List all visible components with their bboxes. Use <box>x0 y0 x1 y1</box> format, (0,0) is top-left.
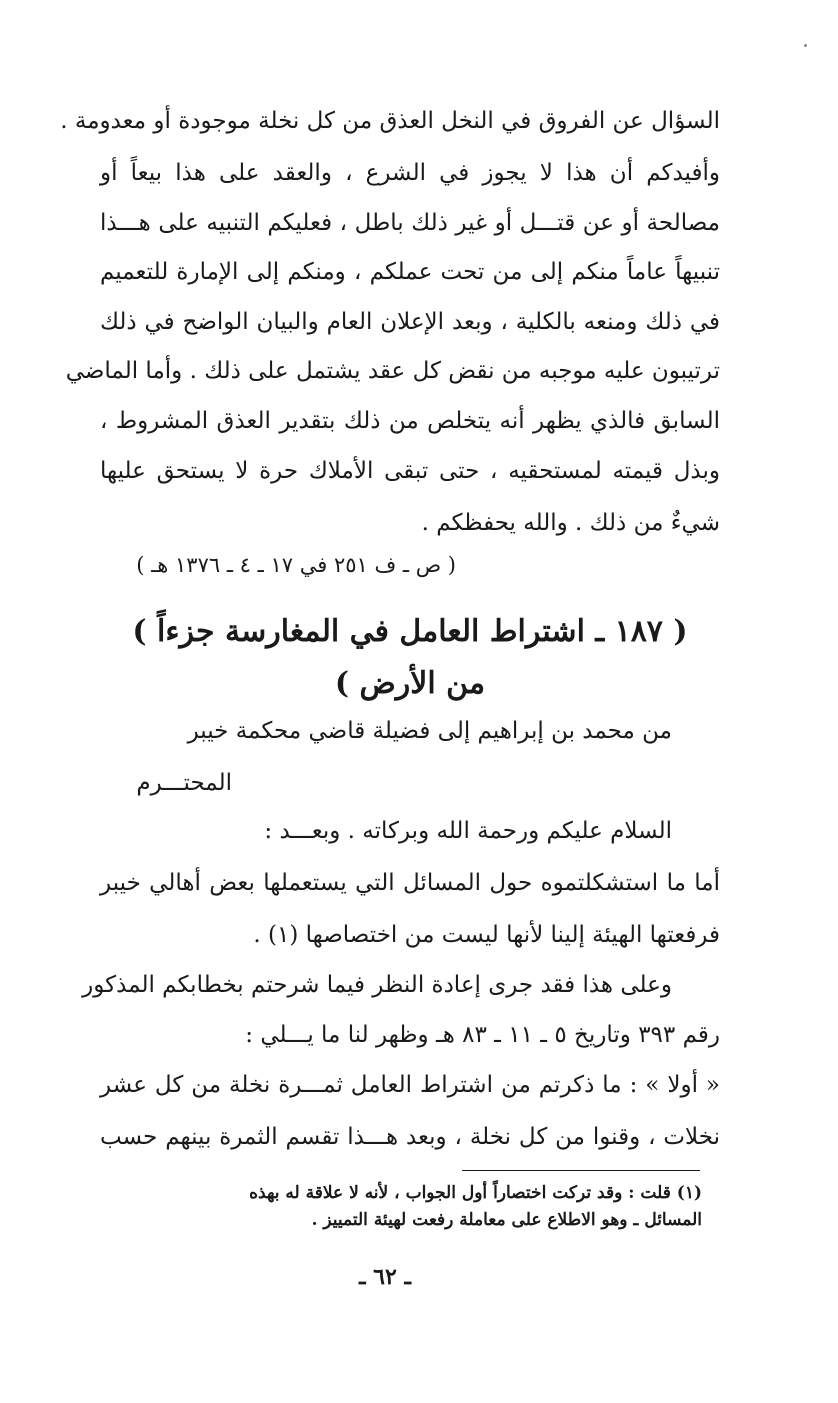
body-line-12: وعلى هذا فقد جرى إعادة النظر فيما شرحتم بخطابكم المذكور <box>82 972 672 998</box>
footnote-line-1: (١) قلت : وقد تركت اختصاراً أول الجواب ، لأنه لا علاقة له بهذه <box>249 1183 702 1203</box>
body-line-9: شيءٌ من ذلك . والله يحفظكم . <box>421 510 720 536</box>
body-line-2: وأفيدكم أن هذا لا يجوز في الشرع ، والعقد على هذا بيعاً أو <box>100 160 720 186</box>
body-line-15: نخلات ، وقنوا من كل نخلة ، وبعد هـــذا تقسم الثمرة بينهم حسب <box>100 1124 720 1150</box>
section-heading-line-1: ( ١٨٧ ـ اشتراط العامل في المغارسة جزءاً ) <box>132 614 688 649</box>
paper-speck <box>804 44 807 47</box>
letter-greeting: السلام عليكم ورحمة الله وبركاته . وبعـــد : <box>264 818 672 844</box>
body-line-1: السؤال عن الفروق في النخل العذق من كل نخلة موجودة أو معدومة . <box>60 108 720 134</box>
source-reference: ( ص ـ ف ٢٥١ في ١٧ ـ ٤ ـ ١٣٧٦ هـ ) <box>136 553 456 577</box>
body-line-7: السابق فالذي يظهر أنه يتخلص من ذلك بتقدير العذق المشروط ، <box>100 408 720 434</box>
footnote-line-2: المسائل ـ وهو الاطلاع على معاملة رفعت لهيئة التمييز . <box>311 1210 702 1230</box>
body-line-3: مصالحة أو عن قتـــل أو غير ذلك باطل ، فعليكم التنبيه على هـــذا <box>100 210 720 236</box>
page-number: ـ ٦٢ ـ <box>359 1264 411 1290</box>
body-line-14: « أولا » : ما ذكرتم من اشتراط العامل ثمـــرة نخلة من كل عشر <box>100 1072 720 1098</box>
body-line-4: تنبيهاً عاماً منكم إلى من تحت عملكم ، ومنكم إلى الإمارة للتعميم <box>100 259 720 285</box>
section-heading-line-2: من الأرض ) <box>334 666 486 701</box>
letter-honorific: المحتـــرم <box>136 770 232 796</box>
body-line-5: في ذلك ومنعه بالكلية ، وبعد الإعلان العام والبيان الواضح في ذلك <box>100 309 720 335</box>
body-line-11: فرفعتها الهيئة إلينا لأنها ليست من اختصاصها (١) . <box>253 922 720 948</box>
body-line-6: ترتيبون عليه موجبه من نقض كل عقد يشتمل على ذلك . وأما الماضي <box>65 358 720 384</box>
footnote-separator <box>462 1170 700 1171</box>
letter-from-to: من محمد بن إبراهيم إلى فضيلة قاضي محكمة خيبر <box>187 718 672 744</box>
body-line-8: وبذل قيمته لمستحقيه ، حتى تبقى الأملاك حرة لا يستحق عليها <box>100 458 720 484</box>
body-line-10: أما ما استشكلتموه حول المسائل التي يستعملها بعض أهالي خيبر <box>100 870 720 896</box>
body-line-13: رقم ٣٩٣ وتاريخ ٥ ـ ١١ ـ ٨٣ هـ وظهر لنا ما يـــلي : <box>245 1022 720 1048</box>
